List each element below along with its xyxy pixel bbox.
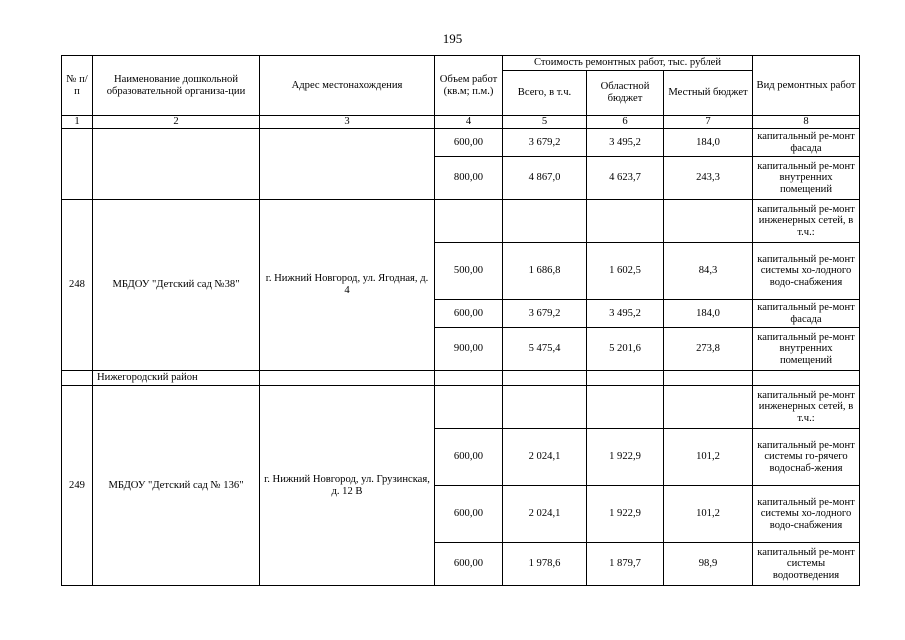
header-total: Всего, в т.ч. (503, 71, 587, 116)
header-name: Наименование дошкольной образовательной организа-ции (93, 56, 260, 116)
index-cell: 1 (62, 116, 93, 129)
header-cost-group: Стоимость ремонтных работ, тыс. рублей (503, 56, 753, 71)
index-cell: 2 (93, 116, 260, 129)
column-index-row (62, 116, 860, 129)
cell-regional: 1 922,9 (587, 486, 664, 543)
cell-name: МБДОУ "Детский сад № 136" (93, 386, 260, 586)
cell-total: 2 024,1 (503, 486, 587, 543)
cell-volume: 600,00 (435, 486, 503, 543)
cell-regional (587, 371, 664, 386)
cell-num: 249 (62, 386, 93, 586)
cell-regional: 4 623,7 (587, 157, 664, 200)
cell-local: 273,8 (664, 328, 753, 371)
cell-num (62, 129, 93, 200)
table-row (62, 386, 860, 429)
header-local: Местный бюджет (664, 71, 753, 116)
cell-work-type: капитальный ре-монт фасада (753, 129, 860, 157)
cell-regional: 5 201,6 (587, 328, 664, 371)
page-number: 195 (442, 31, 463, 46)
cell-volume: 600,00 (435, 300, 503, 328)
index-cell: 3 (260, 116, 435, 129)
header-volume: Объем работ (кв.м; п.м.) (435, 56, 503, 116)
cell-local: 184,0 (664, 129, 753, 157)
index-cell: 4 (435, 116, 503, 129)
cell-address: г. Нижний Новгород, ул. Ягодная, д. 4 (260, 200, 435, 371)
cell-local: 101,2 (664, 429, 753, 486)
cell-total: 1 686,8 (503, 243, 587, 300)
cell-work-type: капитальный ре-монт системы водоотведения (753, 543, 860, 586)
cell-volume: 600,00 (435, 429, 503, 486)
cell-volume: 500,00 (435, 243, 503, 300)
cell-total: 1 978,6 (503, 543, 587, 586)
table-row (62, 200, 860, 243)
cell-local: 84,3 (664, 243, 753, 300)
cell-name: МБДОУ "Детский сад №38" (93, 200, 260, 371)
district-label: Нижегородский район (93, 371, 260, 386)
cell-volume (435, 200, 503, 243)
cell-total (503, 386, 587, 429)
cell-local: 101,2 (664, 486, 753, 543)
cell-work-type (753, 371, 860, 386)
cell-local (664, 371, 753, 386)
cell-regional (587, 386, 664, 429)
cell-regional: 1 602,5 (587, 243, 664, 300)
cell-volume: 600,00 (435, 543, 503, 586)
cell-total: 3 679,2 (503, 129, 587, 157)
index-cell: 5 (503, 116, 587, 129)
cell-work-type: капитальный ре-монт внутренних помещений (753, 328, 860, 371)
header-row (62, 56, 860, 71)
cell-local: 184,0 (664, 300, 753, 328)
cell-regional: 1 922,9 (587, 429, 664, 486)
cell-work-type: капитальный ре-монт системы го-рячего водоснаб-жения (753, 429, 860, 486)
header-address: Адрес местонахождения (260, 56, 435, 116)
cell-address: г. Нижний Новгород, ул. Грузинская, д. 12 В (260, 386, 435, 586)
cell-name (93, 129, 260, 200)
cell-local (664, 200, 753, 243)
cell-total: 4 867,0 (503, 157, 587, 200)
cell-total (503, 371, 587, 386)
cell-total: 3 679,2 (503, 300, 587, 328)
cell-work-type: капитальный ре-монт инженерных сетей, в т.ч.: (753, 200, 860, 243)
cell-local: 243,3 (664, 157, 753, 200)
header-work-type: Вид ремонтных работ (753, 56, 860, 116)
cell-work-type: капитальный ре-монт системы хо-лодного водо-снабжения (753, 243, 860, 300)
cell-volume: 600,00 (435, 129, 503, 157)
cell-volume (435, 371, 503, 386)
cell-total: 5 475,4 (503, 328, 587, 371)
index-cell: 7 (664, 116, 753, 129)
cell-volume (435, 386, 503, 429)
header-regional: Областной бюджет (587, 71, 664, 116)
index-cell: 6 (587, 116, 664, 129)
table-row (62, 129, 860, 157)
cell-volume: 900,00 (435, 328, 503, 371)
cell-address (260, 371, 435, 386)
repair-works-table (61, 55, 860, 586)
cell-regional (587, 200, 664, 243)
district-row (62, 371, 860, 386)
cell-regional: 1 879,7 (587, 543, 664, 586)
cell-volume: 800,00 (435, 157, 503, 200)
cell-num (62, 371, 93, 386)
cell-regional: 3 495,2 (587, 129, 664, 157)
cell-work-type: капитальный ре-монт внутренних помещений (753, 157, 860, 200)
cell-address (260, 129, 435, 200)
cell-total: 2 024,1 (503, 429, 587, 486)
header-num: № п/п (62, 56, 93, 116)
cell-regional: 3 495,2 (587, 300, 664, 328)
index-cell: 8 (753, 116, 860, 129)
cell-work-type: капитальный ре-монт фасада (753, 300, 860, 328)
cell-total (503, 200, 587, 243)
cell-local: 98,9 (664, 543, 753, 586)
cell-work-type: капитальный ре-монт инженерных сетей, в т.ч.: (753, 386, 860, 429)
cell-work-type: капитальный ре-монт системы хо-лодного водо-снабжения (753, 486, 860, 543)
cell-num: 248 (62, 200, 93, 371)
cell-local (664, 386, 753, 429)
